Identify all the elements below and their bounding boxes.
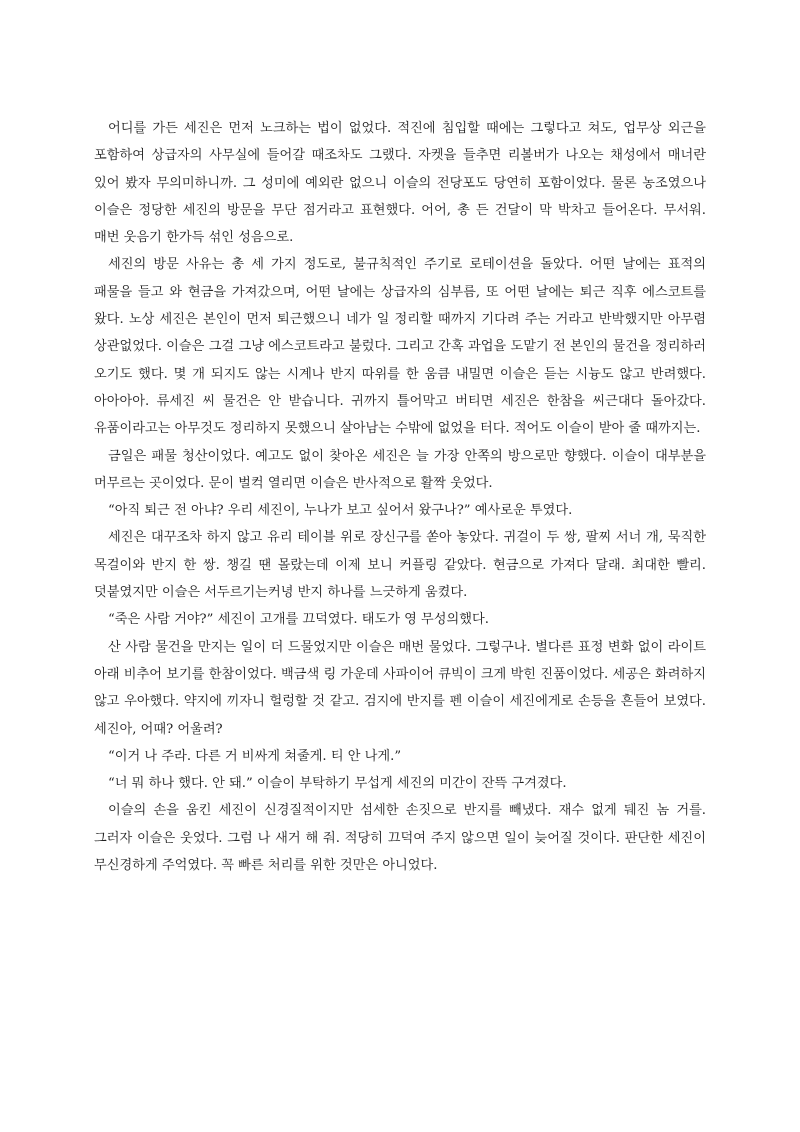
paragraph-1: 어디를 가든 세진은 먼저 노크하는 법이 없었다. 적진에 침입할 때에는 그렇다고 쳐도, 업무상 외근을 포함하여 상급자의 사무실에 들어갈 때조차도 그랬다. 자켓을 들추면 리볼버가 나오는 채성에서 매너란 있어 봤자 무의미하니까. 그 성미에 예외란 없으니 이슬의 전당포도 당연히 포함이었다. 물론 농조였으나 이슬은 정당한 세진의 방문을 무단 점거라고 표현했다. 어어, 총 든 건달이 막 박차고 들어온다. 무서워. 매번 웃음기 한가득 섞인 성음으로. (94, 121, 706, 246)
paragraph-6: “죽은 사람 거야?” 세진이 고개를 끄덕였다. 태도가 영 무성의했다. (108, 612, 489, 628)
paragraph-7: 산 사람 물건을 만지는 일이 더 드물었지만 이슬은 매번 물었다. 그렇구나. 별다른 표정 변화 없이 라이트 아래 비추어 보기를 한참이었다. 백금색 링 가운데 사파이어 큐빅이 크게 박힌 진품이었다. 세공은 화려하지 않고 우아했다. 약지에 끼자니 헐렁할 것 같고. 검지에 반지를 펜 이슬이 세진에게로 손등을 흔들어 보였다. 세진아, 어때? 어울려? (94, 639, 706, 737)
paragraph-9: “너 뭐 하나 했다. 안 돼.” 이슬이 부탁하기 무섭게 세진의 미간이 잔뜩 구겨졌다. (108, 776, 567, 792)
paragraph-4: “아직 퇴근 전 아냐? 우리 세진이, 누나가 보고 싶어서 왔구나?” 예사로운 투였다. (108, 503, 573, 519)
paragraph-5: 세진은 대꾸조차 하지 않고 유리 테이블 위로 장신구를 쏟아 놓았다. 귀걸이 두 쌍, 팔찌 서너 개, 묵직한 목걸이와 반지 한 쌍. 챙길 땐 몰랐는데 이제 보니 커플링 같았다. 현금으로 가져다 달래. 최대한 빨리. 덧붙였지만 이슬은 서두르기는커녕 반지 하나를 느긋하게 움켰다. (94, 530, 706, 601)
paragraph-3: 금일은 패물 청산이었다. 예고도 없이 찾아온 세진은 늘 가장 안쪽의 방으로만 향했다. 이슬이 대부분을 머무르는 곳이었다. 문이 벌컥 열리면 이슬은 반사적으로 활짝 웃었다. (94, 448, 706, 491)
document-body (94, 115, 706, 879)
paragraph-2: 세진의 방문 사유는 총 세 가지 정도로, 불규칙적인 주기로 로테이션을 돌았다. 어떤 날에는 표적의 패물을 들고 와 현금을 가져갔으며, 어떤 날에는 상급자의 심부름, 또 어떤 날에는 퇴근 직후 에스코트를 왔다. 노상 세진은 본인이 먼저 퇴근했으니 네가 일 정리할 때까지 기다려 주는 거라고 반박했지만 아무렴 상관없었다. 이슬은 그걸 그냥 에스코트라고 불렀다. 그리고 간혹 과업을 도맡기 전 본인의 물건을 정리하러 오기도 했다. 몇 개 되지도 않는 시계나 반지 따위를 한 움큼 내밀면 이슬은 듣는 시늉도 않고 반려했다. 아아아아. 류세진 씨 물건은 안 받습니다. 귀까지 틀어막고 버티면 세진은 한참을 씨근대다 돌아갔다. 유품이라고는 아무것도 정리하지 못했으니 살아남는 수밖에 없었을 터다. 적어도 이슬이 받아 줄 때까지는. (94, 257, 706, 437)
paragraph-8: “이거 나 주라. 다른 거 비싸게 쳐줄게. 티 안 나게.” (108, 748, 402, 764)
paragraph-10: 이슬의 손을 움킨 세진이 신경질적이지만 섬세한 손짓으로 반지를 빼냈다. 재수 없게 뒈진 놈 거를. 그러자 이슬은 웃었다. 그럼 나 새거 해 줘. 적당히 끄덕여 주지 않으면 일이 늦어질 것이다. 판단한 세진이 무신경하게 주억였다. 꼭 빠른 처리를 위한 것만은 아니었다. (94, 803, 706, 874)
